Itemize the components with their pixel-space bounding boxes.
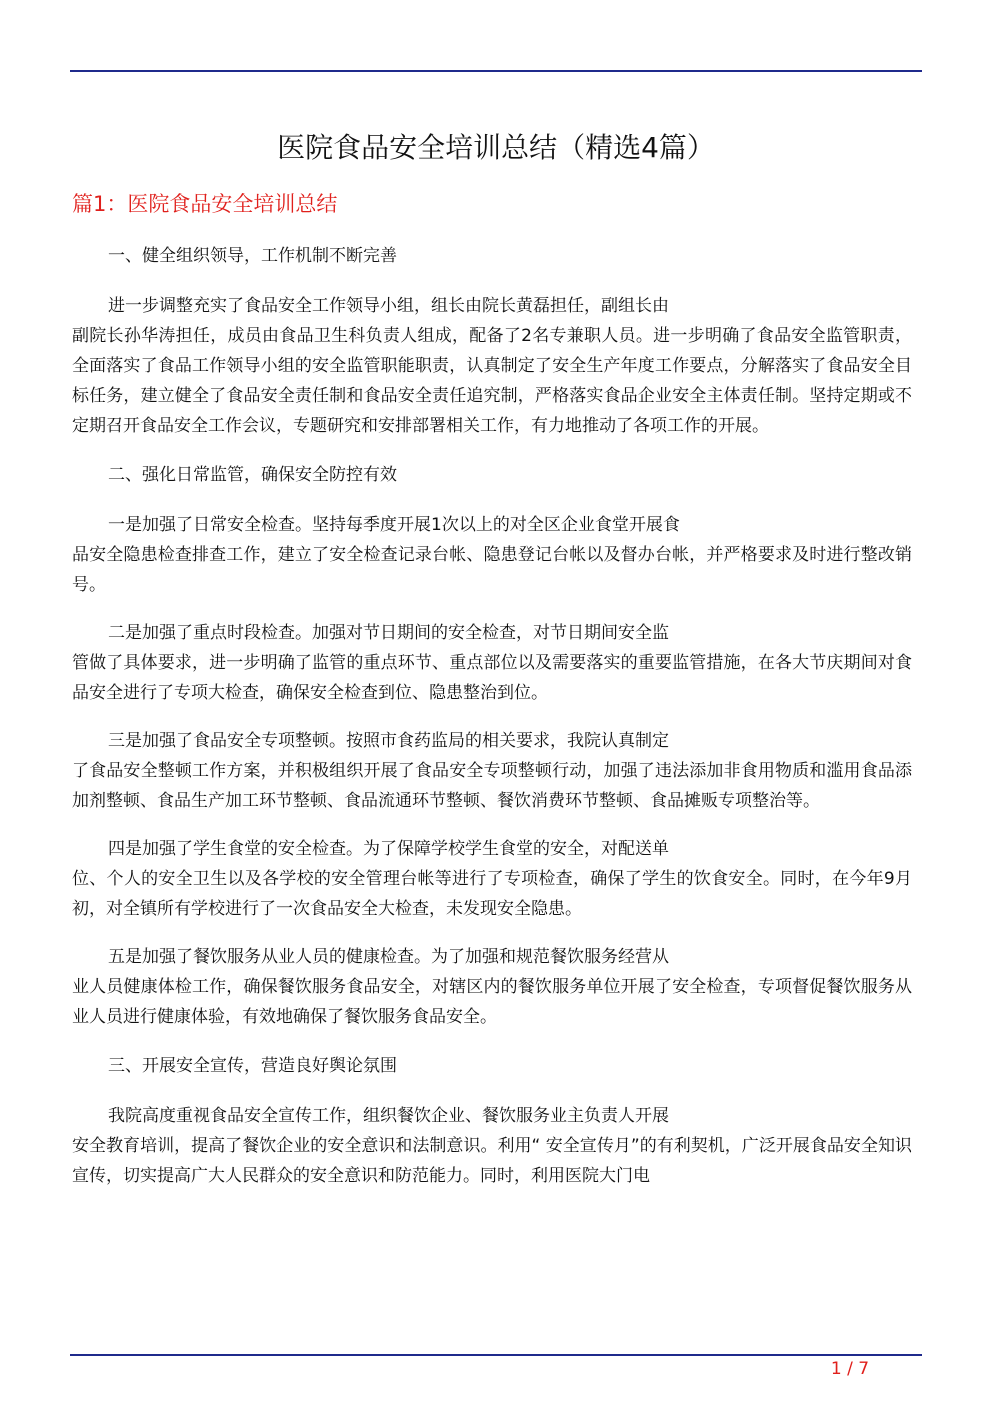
- header-rule: [70, 70, 922, 72]
- paragraph-body: 安全教育培训，提高了餐饮企业的安全意识和法制意识。利用“ 安全宣传月”的有利契机，广泛开展食品安全知识宣传，切实提高广大人民群众的安全意识和防范能力。同时，利用医院大门电: [72, 1136, 912, 1186]
- paragraph-2: [72, 510, 912, 600]
- section-heading-1: 一、健全组织领导，工作机制不断完善: [108, 246, 397, 266]
- paragraph-first-line: 三是加强了食品安全专项整顿。按照市食药监局的相关要求，我院认真制定: [108, 731, 669, 751]
- paragraph-first-line: 一是加强了日常安全检查。坚持每季度开展1次以上的对全区企业食堂开展食: [108, 515, 680, 535]
- document-title: 医院食品安全培训总结（精选4篇）: [277, 131, 715, 164]
- paragraph-4: [72, 726, 912, 816]
- paragraph-first-line: 五是加强了餐饮服务从业人员的健康检查。为了加强和规范餐饮服务经营从: [108, 947, 669, 967]
- section-heading-3: 三、开展安全宣传，营造良好舆论氛围: [108, 1056, 397, 1076]
- paragraph-7: [72, 1101, 912, 1191]
- paragraph-body: 管做了具体要求，进一步明确了监管的重点环节、重点部位以及需要落实的重要监管措施，在各大节庆期间对食品安全进行了专项大检查，确保安全检查到位、隐患整治到位。: [72, 653, 912, 703]
- paragraph-first-line: 进一步调整充实了食品安全工作领导小组，组长由院长黄磊担任，副组长由: [108, 296, 669, 316]
- paragraph-first-line: 四是加强了学生食堂的安全检查。为了保障学校学生食堂的安全，对配送单: [108, 839, 669, 859]
- section-heading-2: 二、强化日常监管，确保安全防控有效: [108, 465, 397, 485]
- footer-rule: [70, 1354, 922, 1356]
- document-body: [72, 240, 912, 1209]
- paragraph-5: [72, 834, 912, 924]
- paragraph-body: 副院长孙华涛担任，成员由食品卫生科负责人组成，配备了2名专兼职人员。进一步明确了食品安全监管职责，全面落实了食品工作领导小组的安全监管职能职责，认真制定了安全生产年度工作要点，分解落实了食品安全目标任务，建立健全了食品安全责任制和食品安全责任追究制，严格落实食品企业安全主体责任制。坚持定期或不定期召开食品安全工作会议，专题研究和安排部署相关工作，有力地推动了各项工作的开展。: [72, 326, 912, 436]
- paragraph-body: 位、个人的安全卫生以及各学校的安全管理台帐等进行了专项检查，确保了学生的饮食安全。同时，在今年9月初，对全镇所有学校进行了一次食品安全大检查，未发现安全隐患。: [72, 869, 912, 919]
- page-number: 1 / 7: [830, 1359, 870, 1379]
- paragraph-first-line: 二是加强了重点时段检查。加强对节日期间的安全检查，对节日期间安全监: [108, 623, 669, 643]
- paragraph-body: 业人员健康体检工作，确保餐饮服务食品安全，对辖区内的餐饮服务单位开展了安全检查，专项督促餐饮服务从业人员进行健康体验，有效地确保了餐饮服务食品安全。: [72, 977, 912, 1027]
- paragraph-6: [72, 942, 912, 1032]
- paragraph-body: 了食品安全整顿工作方案，并积极组织开展了食品安全专项整顿行动，加强了违法添加非食用物质和滥用食品添加剂整顿、食品生产加工环节整顿、食品流通环节整顿、餐饮消费环节整顿、食品摊贩专项整治等。: [72, 761, 912, 811]
- paragraph-body: 品安全隐患检查排查工作，建立了安全检查记录台帐、隐患登记台帐以及督办台帐，并严格要求及时进行整改销号。: [72, 545, 912, 595]
- section-title: 篇1：医院食品安全培训总结: [72, 192, 338, 216]
- paragraph-3: [72, 618, 912, 708]
- paragraph-first-line: 我院高度重视食品安全宣传工作，组织餐饮企业、餐饮服务业主负责人开展: [108, 1106, 669, 1126]
- paragraph-1: [72, 291, 912, 441]
